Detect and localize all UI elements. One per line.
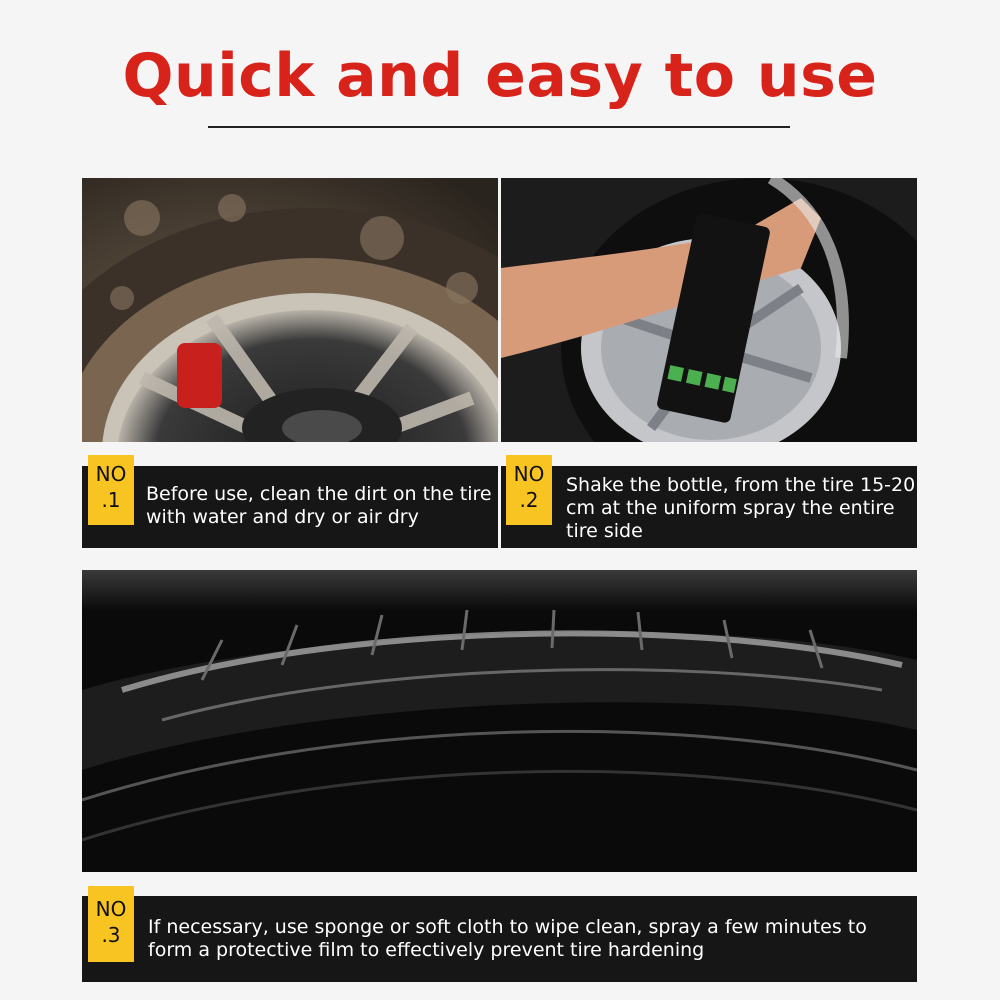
step-3-badge-prefix: NO — [95, 897, 127, 921]
step-1-badge-number: .1 — [101, 488, 121, 512]
step-1-caption — [82, 466, 498, 548]
step-2-badge-prefix: NO — [513, 462, 545, 486]
page-title: Quick and easy to use — [122, 41, 878, 111]
step-3-text: If necessary, use sponge or soft cloth to wipe clean, spray a few minutes to form a protective film to effectively prevent tire hardening — [148, 916, 867, 961]
step-3-badge — [88, 886, 134, 962]
title-divider — [208, 126, 790, 128]
step-2-badge-number: .2 — [519, 488, 539, 512]
step-1-badge-prefix: NO — [95, 462, 127, 486]
spraying-tire-photo — [501, 178, 917, 442]
step-3-caption — [82, 896, 917, 982]
step-1-text: Before use, clean the dirt on the tire with water and dry or air dry — [146, 483, 492, 528]
dirty-tire-photo — [82, 178, 498, 442]
shiny-tire-photo — [82, 570, 917, 872]
step-2-caption — [501, 466, 917, 548]
step-1-badge — [88, 455, 134, 525]
step-2-text: Shake the bottle, from the tire 15-20 cm at the uniform spray the entire tire side — [566, 474, 916, 542]
step-2-badge — [506, 455, 552, 525]
step-3-badge-number: .3 — [101, 923, 121, 947]
